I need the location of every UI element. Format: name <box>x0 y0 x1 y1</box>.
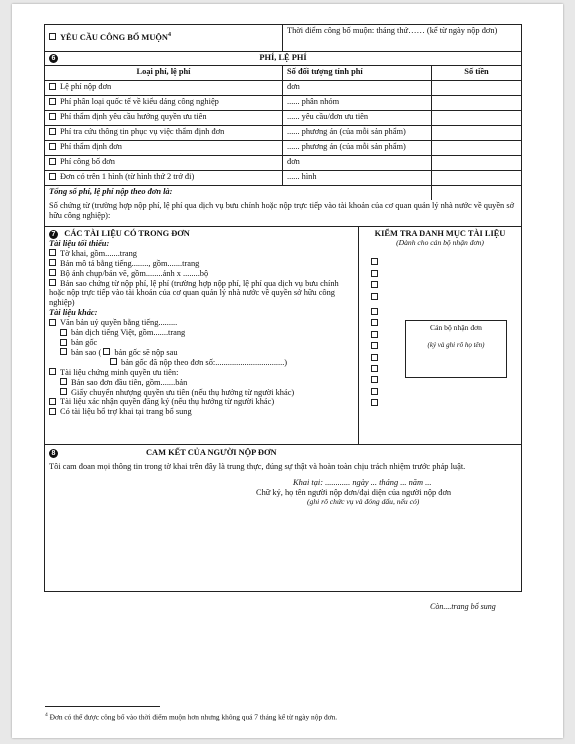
fee-checkbox[interactable] <box>49 173 56 180</box>
list-item[interactable]: Giấy chuyển nhượng quyền ưu tiên (nếu thụ hưởng từ người khác) <box>49 388 354 398</box>
fees-section-header <box>45 52 521 66</box>
other-docs-label: Tài liệu khác: <box>49 308 98 318</box>
fees-total-field[interactable] <box>431 186 521 200</box>
doc-checkbox[interactable] <box>60 339 67 346</box>
fee-amount-field[interactable] <box>431 111 521 125</box>
declaration-form <box>44 24 522 592</box>
commitment-text: Tôi cam đoan mọi thông tin trong tờ khai trên đây là trung thực, đúng sự thật và hoàn toàn chịu trách nhiệm trước pháp luật. <box>49 461 466 471</box>
doc-checkbox[interactable] <box>110 358 117 365</box>
fees-title: PHÍ, LỆ PHÍ <box>259 53 307 62</box>
receipt-text[interactable]: Số chứng từ (trường hợp nộp phí, lệ phí qua dịch vụ bưu chính hoặc nộp trực tiếp vào tài khoản của cơ quan quản lý nhà nước về quyền sở hữu công nghiệp): <box>49 201 515 220</box>
check-box[interactable] <box>371 293 378 300</box>
check-box[interactable] <box>371 331 378 338</box>
fee-count: đơn <box>282 81 431 95</box>
table-row <box>45 156 521 171</box>
signature-line: Chữ ký, họ tên người nộp đơn/đại diện của người nộp đơn <box>256 487 452 497</box>
doc-checkbox[interactable] <box>103 348 110 355</box>
section-number-8: 8 <box>49 449 58 458</box>
check-box[interactable] <box>371 308 378 315</box>
list-item[interactable]: Bản sao đơn đầu tiên, gồm.......bản <box>49 378 354 388</box>
doc-checkbox[interactable] <box>60 329 67 336</box>
list-item[interactable]: Tài liệu xác nhận quyền đăng ký (nếu thụ hưởng từ người khác) <box>49 397 354 407</box>
list-item[interactable]: bản gốc <box>49 338 354 348</box>
table-row <box>45 111 521 126</box>
check-box[interactable] <box>371 388 378 395</box>
doc-checkbox[interactable] <box>49 269 56 276</box>
section-number-7: 7 <box>49 230 58 239</box>
check-box[interactable] <box>371 376 378 383</box>
late-publication-timing: Thời điểm công bố muộn: tháng thứ…… (kể từ ngày nộp đơn) <box>282 25 521 51</box>
late-publication-row <box>45 25 521 52</box>
table-row <box>45 81 521 96</box>
fees-table <box>45 66 521 200</box>
list-item[interactable]: bản gốc đã nộp theo đơn số:.................................) <box>49 358 354 368</box>
fee-amount-header: Số tiền <box>431 66 521 80</box>
fees-table-header <box>45 66 521 81</box>
fee-count: ...... phương án (của mỗi sản phẩm) <box>282 126 431 140</box>
doc-checkbox[interactable] <box>49 279 56 286</box>
doc-checkbox[interactable] <box>49 398 56 405</box>
late-publication-label: YÊU CẦU CÔNG BỐ MUỘN <box>60 32 168 42</box>
checklist-subtitle: (Dành cho cán bộ nhận đơn) <box>396 237 484 247</box>
fee-count: ...... yêu cầu/đơn ưu tiên <box>282 111 431 125</box>
fee-checkbox[interactable] <box>49 143 56 150</box>
table-row <box>45 141 521 156</box>
staff-signature-box[interactable] <box>405 320 507 378</box>
continuation-note: Còn....trang bổ sung <box>430 602 496 611</box>
fee-count: ...... phương án (của mỗi sản phẩm) <box>282 141 431 155</box>
check-box[interactable] <box>371 319 378 326</box>
doc-checkbox[interactable] <box>49 408 56 415</box>
fee-count: ...... hình <box>282 171 431 185</box>
table-row <box>45 96 521 111</box>
list-item[interactable]: Bộ ảnh chụp/bản vẽ, gồm........ảnh x ........bộ <box>49 269 354 279</box>
fee-count: ...... phân nhóm <box>282 96 431 110</box>
fee-checkbox[interactable] <box>49 158 56 165</box>
date-line[interactable]: Khai tại: ............ ngày ... tháng ... năm ... <box>293 477 432 487</box>
check-box[interactable] <box>371 342 378 349</box>
fee-amount-field[interactable] <box>431 171 521 185</box>
documents-list <box>45 227 358 444</box>
footnote-mark: 4 <box>45 712 48 718</box>
commitment-section <box>45 445 521 591</box>
doc-checkbox[interactable] <box>60 388 67 395</box>
fee-amount-field[interactable] <box>431 141 521 155</box>
list-item[interactable]: bản sao ( bản gốc sẽ nộp sau <box>49 348 354 358</box>
doc-checkbox[interactable] <box>49 368 56 375</box>
fee-type: Lệ phí nộp đơn <box>60 82 112 91</box>
fee-type: Phí công bố đơn <box>60 157 115 166</box>
fee-type: Phí tra cứu thông tin phục vụ việc thẩm định đơn <box>60 127 225 136</box>
fee-checkbox[interactable] <box>49 98 56 105</box>
section-number-6: 6 <box>49 54 58 63</box>
doc-checkbox[interactable] <box>49 259 56 266</box>
list-item[interactable]: Có tài liệu bổ trợ khai tại trang bổ sung <box>49 407 354 417</box>
doc-checkbox[interactable] <box>49 249 56 256</box>
fees-total-row <box>45 186 521 200</box>
check-box[interactable] <box>371 365 378 372</box>
list-item[interactable]: Văn bản uỷ quyền bằng tiếng......... <box>49 318 354 328</box>
footnote <box>45 712 337 721</box>
fee-amount-field[interactable] <box>431 96 521 110</box>
fee-amount-field[interactable] <box>431 156 521 170</box>
fee-amount-field[interactable] <box>431 126 521 140</box>
fee-type: Phí phân loại quốc tế về kiểu dáng công nghiệp <box>60 97 219 106</box>
check-box[interactable] <box>371 354 378 361</box>
list-item[interactable]: Tài liệu chứng minh quyền ưu tiên: <box>49 368 354 378</box>
doc-checkbox[interactable] <box>49 319 56 326</box>
footnote-divider <box>45 706 160 707</box>
check-box[interactable] <box>371 399 378 406</box>
footnote-ref: 4 <box>167 32 171 38</box>
list-item[interactable]: Bản mô tả bằng tiếng........, gồm.......trang <box>49 259 354 269</box>
fee-count: đơn <box>282 156 431 170</box>
table-row <box>45 171 521 186</box>
checklist-title: KIỂM TRA DANH MỤC TÀI LIỆU <box>374 229 506 238</box>
fees-total-label: Tổng số phí, lệ phí nộp theo đơn là: <box>49 187 173 196</box>
list-item[interactable]: Bản sao chứng từ nộp phí, lệ phí (trường hợp nộp phí, lệ phí qua dịch vụ bưu chính hoặc nộp trực tiếp vào tài khoản của cơ quan quản lý nhà nước về quyền sở hữu công nghiệp) <box>49 278 339 308</box>
receipt-row <box>45 200 521 227</box>
documents-section <box>45 227 521 445</box>
fee-type-header: Loại phí, lệ phí <box>136 67 191 76</box>
fee-checkbox[interactable] <box>49 128 56 135</box>
late-publication-checkbox[interactable] <box>49 33 56 40</box>
fee-count-header: Số đối tượng tính phí <box>282 66 431 80</box>
fee-checkbox[interactable] <box>49 83 56 90</box>
fee-type: Phí thẩm định đơn <box>60 142 122 151</box>
min-docs-label: Tài liệu tối thiểu: <box>49 238 110 248</box>
documents-title: CÁC TÀI LIỆU CÓ TRONG ĐƠN <box>64 229 190 238</box>
check-box[interactable] <box>371 281 378 288</box>
check-box[interactable] <box>371 270 378 277</box>
signature-note: (ghi rõ chức vụ và đóng dấu, nếu có) <box>307 496 420 506</box>
doc-checkbox[interactable] <box>60 378 67 385</box>
staff-note: (ký và ghi rõ họ tên) <box>427 340 485 349</box>
fee-type: Đơn có trên 1 hình (từ hình thứ 2 trở đi) <box>60 172 195 181</box>
staff-title: Cán bộ nhận đơn <box>430 323 482 332</box>
fee-checkbox[interactable] <box>49 113 56 120</box>
fee-type: Phí thẩm định yêu cầu hưởng quyền ưu tiên <box>60 112 207 121</box>
list-item[interactable]: bản dịch tiếng Việt, gồm.......trang <box>49 328 354 338</box>
check-box[interactable] <box>371 258 378 265</box>
footnote-text: Đơn có thể được công bố vào thời điểm muộn hơn nhưng không quá 7 tháng kể từ ngày nộp đơn. <box>49 712 338 722</box>
doc-checkbox[interactable] <box>60 348 67 355</box>
late-publication-request[interactable] <box>45 25 282 51</box>
fee-amount-field[interactable] <box>431 81 521 95</box>
list-item[interactable]: Tờ khai, gồm.......trang <box>49 249 354 259</box>
table-row <box>45 126 521 141</box>
commitment-title: CAM KẾT CỦA NGƯỜI NỘP ĐƠN <box>146 448 277 457</box>
